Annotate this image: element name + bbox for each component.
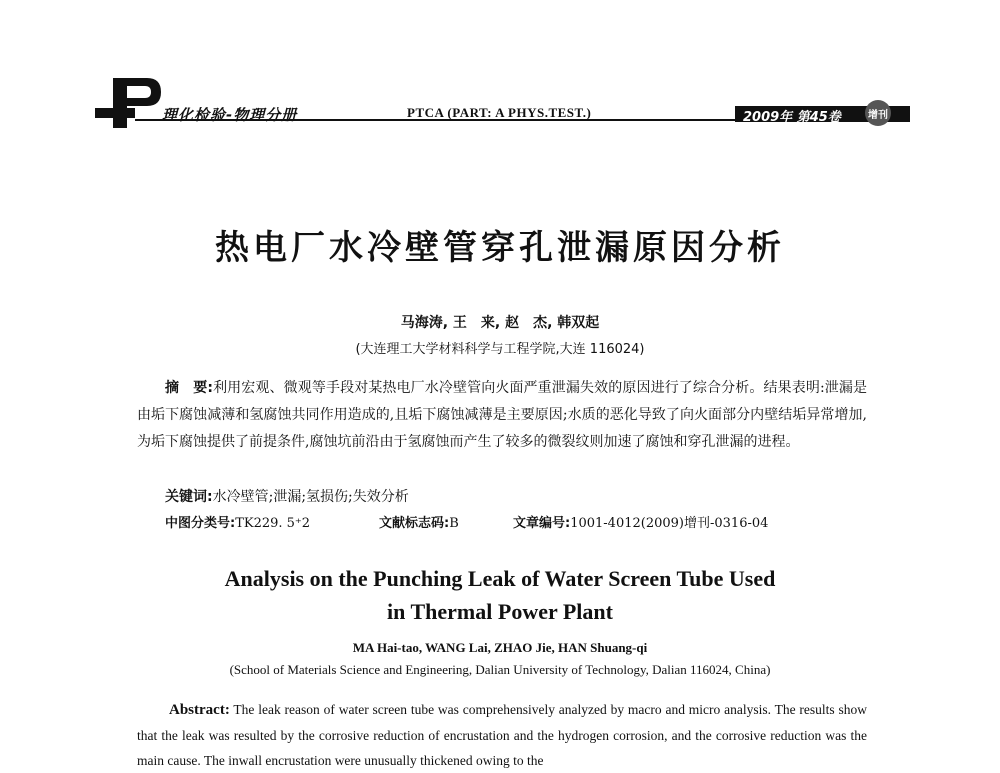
journal-header: [95, 72, 910, 132]
affiliation-en: (School of Materials Science and Engineering, Dalian University of Technology, Dalian 116024, China): [229, 662, 771, 677]
abstract-cn-label: 摘 要:: [165, 380, 213, 396]
abstract-cn-text: 利用宏观、微观等手段对某热电厂水冷壁管向火面严重泄漏失效的原因进行了综合分析。结果表明:泄漏是由垢下腐蚀减薄和氢腐蚀共同作用造成的,且垢下腐蚀减薄是主要原因;水质的恶化导致了向火面部分内壁结垢异常增加,为垢下腐蚀提供了前提条件,腐蚀坑前沿由于氢腐蚀而产生了较多的微裂纹则加速了腐蚀和穿孔泄漏的进程。: [137, 380, 867, 450]
keywords-cn-label: 关键词:: [165, 489, 213, 505]
authors-en: MA Hai-tao, WANG Lai, ZHAO Jie, HAN Shuang-qi: [352, 640, 648, 655]
journal-name-cn: 理化检验-物理分册: [162, 106, 298, 124]
authors-cn: 马海涛, 王 来, 赵 杰, 韩双起: [400, 315, 600, 331]
issue-info: 2009年 第45卷: [743, 110, 841, 125]
affiliation-cn: (大连理工大学材料科学与工程学院,大连 116024): [355, 342, 645, 357]
clc-number: 中图分类号:TK229. 5⁺2: [165, 516, 311, 531]
abstract-en-label: Abstract:: [169, 702, 230, 718]
journal-name-en: PTCA (PART: A PHYS.TEST.): [407, 105, 592, 120]
title-cn: 热电厂水冷壁管穿孔泄漏原因分析: [215, 228, 785, 268]
title-en: [0, 562, 1000, 628]
supplement-badge: 增刊: [865, 100, 891, 126]
document-code: 文献标志码:B: [379, 516, 459, 531]
article-number: 文章编号:1001-4012(2009)增刊-0316-04: [513, 516, 769, 531]
title-en-line-1: Analysis on the Punching Leak of Water Screen Tube Used: [224, 566, 776, 591]
abstract-cn: [137, 375, 867, 456]
abstract-en: [137, 697, 867, 773]
title-en-line-2: in Thermal Power Plant: [387, 599, 613, 624]
abstract-en-text: The leak reason of water screen tube was comprehensively analyzed by macro and micro analysis. The results show that the leak was resulted by the corrosive reduction of encrustation and the hydrogen corrosion, and the corrosive reduction was the main cause. The inwall encrustation were unusually thickened owing to the: [137, 702, 867, 768]
keywords-cn: [165, 486, 409, 506]
keywords-cn-text: 水冷壁管;泄漏;氢损伤;失效分析: [212, 489, 409, 505]
